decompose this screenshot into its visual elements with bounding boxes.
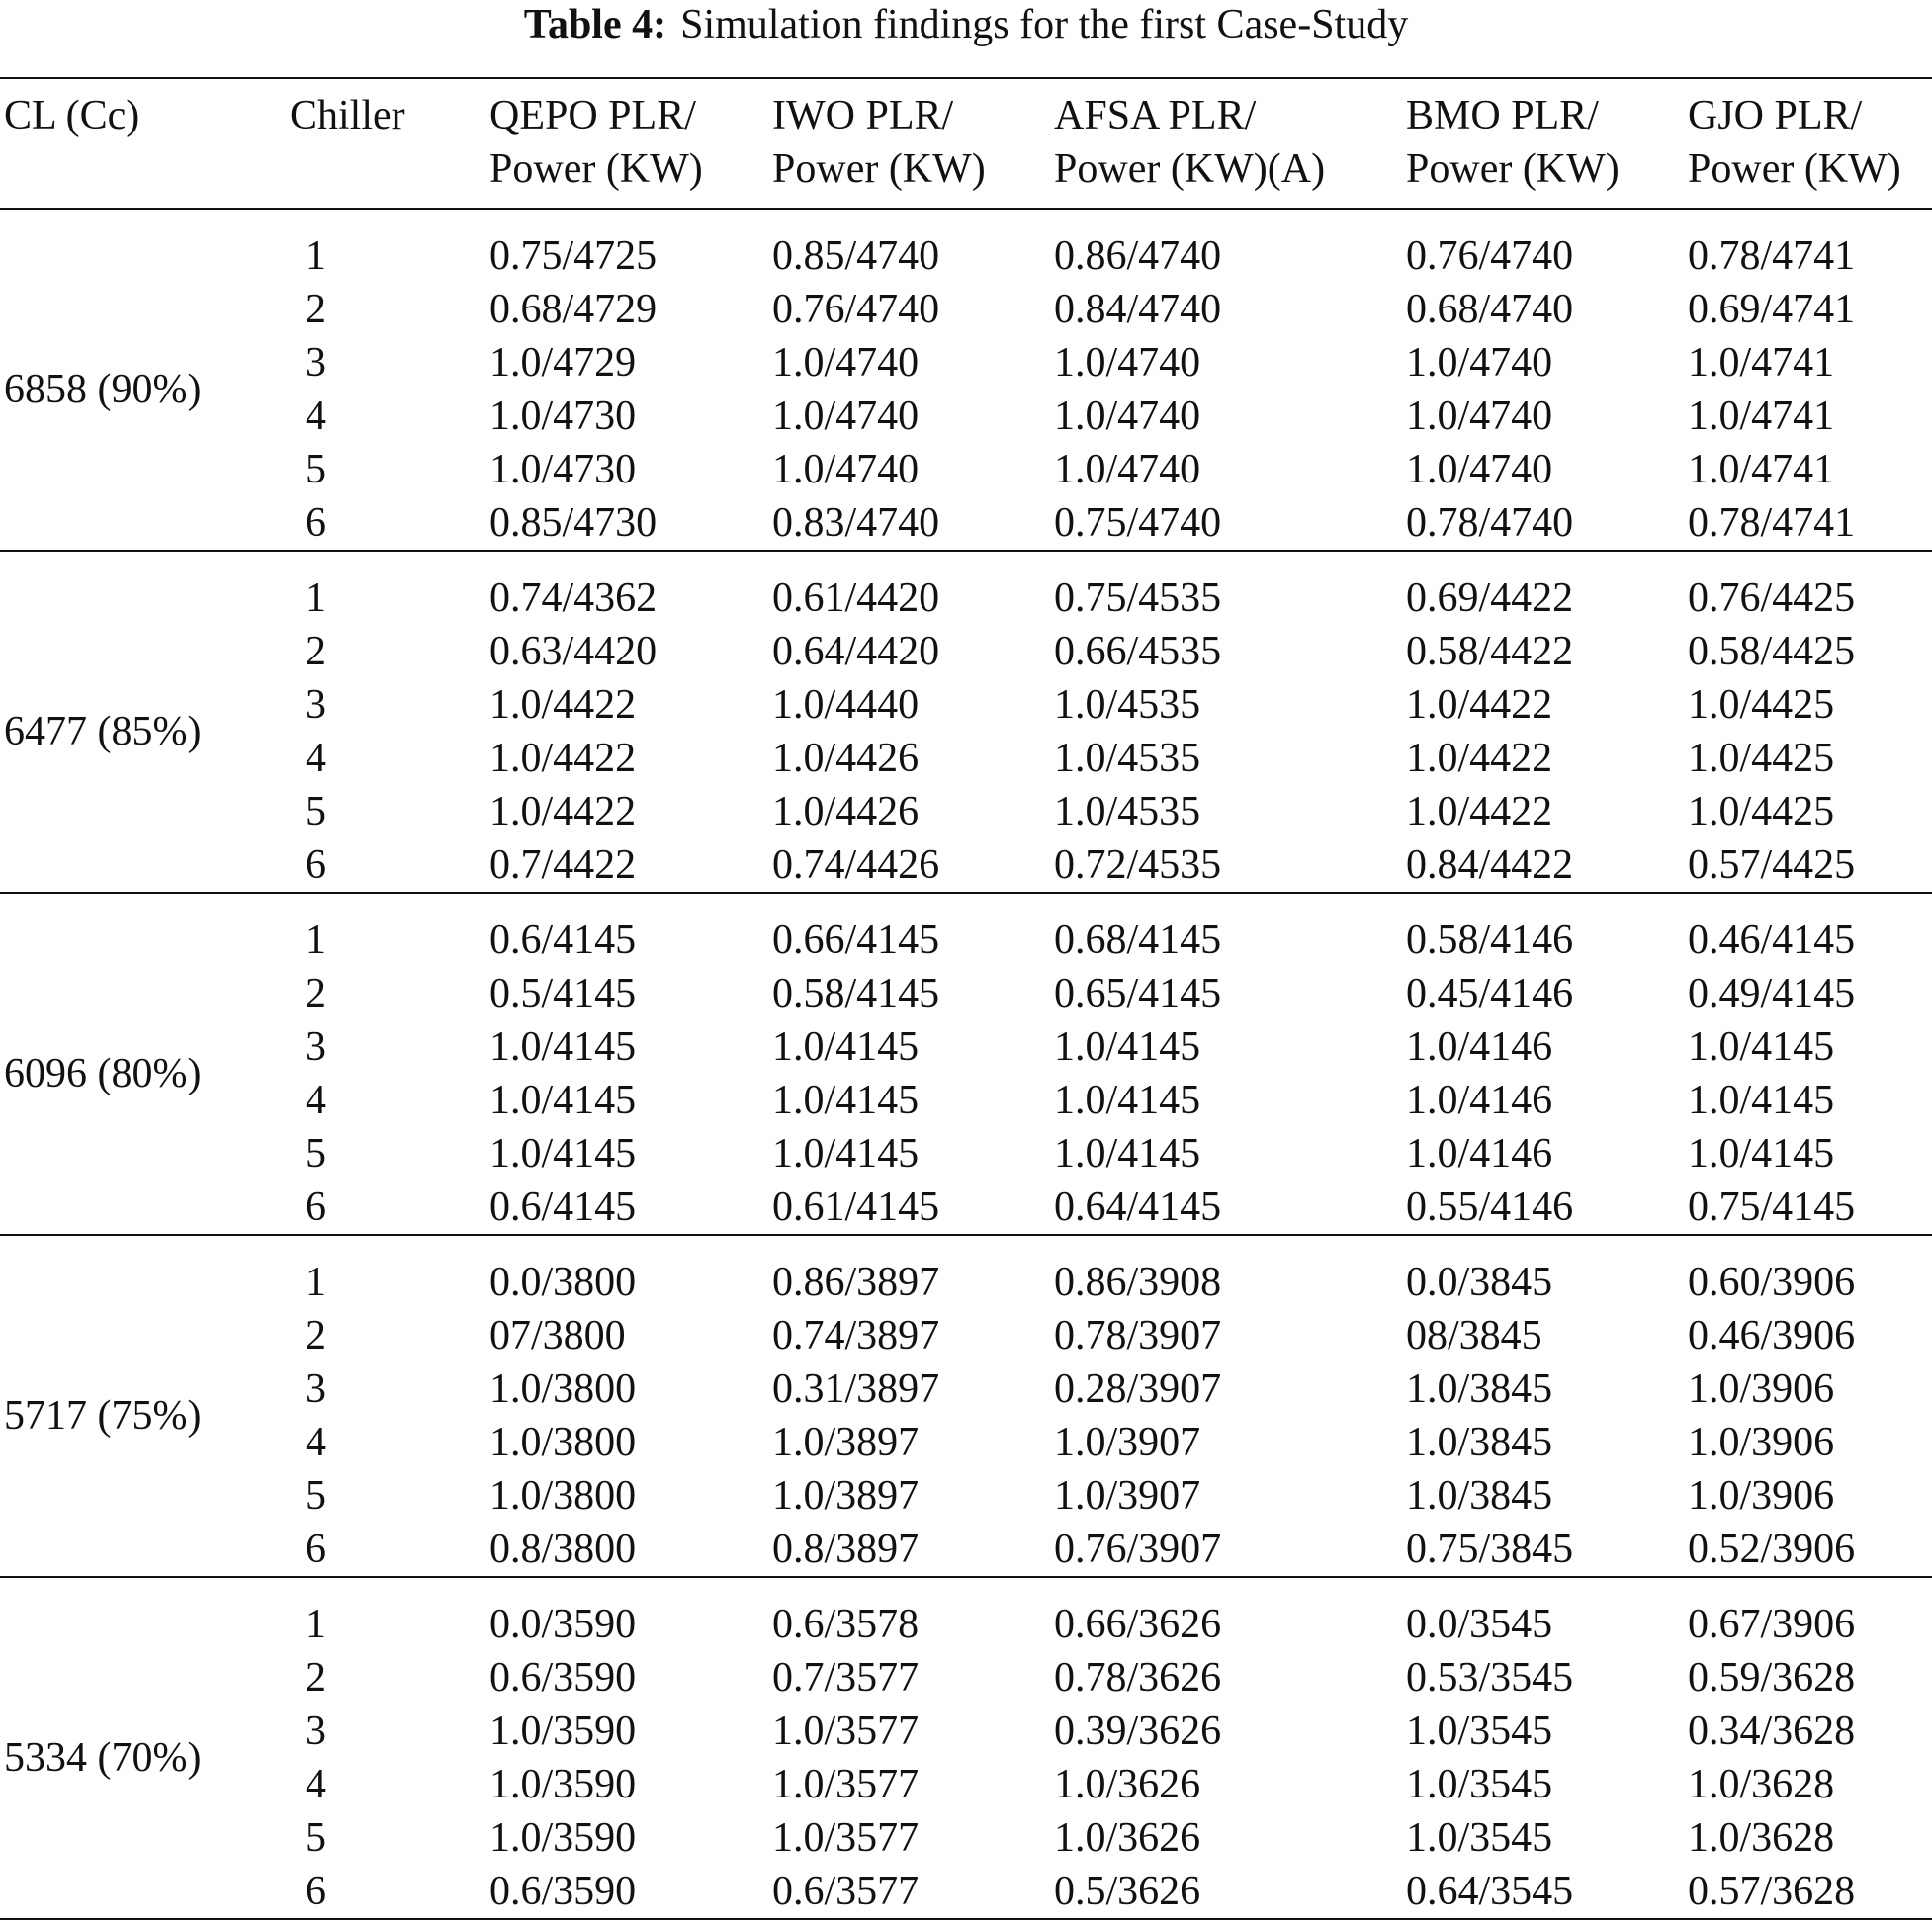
- qepo-value-cell: 0.5/4145: [489, 971, 637, 1016]
- iwo-value-cell: 0.66/4145: [772, 918, 940, 963]
- qepo-value-cell: 0.8/3800: [485, 1523, 768, 1577]
- gjo-value-cell: 1.0/4741: [1688, 340, 1835, 386]
- gjo-value-cell: 1.0/3906: [1688, 1473, 1835, 1519]
- bmo-value-cell: 0.84/4422: [1402, 838, 1684, 893]
- bmo-value-cell: 0.58/4422: [1406, 629, 1574, 674]
- cooling-load-cell: 6858 (90%): [0, 209, 286, 551]
- table-row: [0, 785, 1932, 838]
- afsa-value-cell: 0.75/4740: [1050, 496, 1402, 551]
- iwo-value-cell: 0.31/3897: [772, 1366, 940, 1412]
- gjo-value-cell: 0.52/3906: [1684, 1523, 1932, 1577]
- afsa-value-cell: 1.0/4145: [1054, 1078, 1201, 1123]
- iwo-value-cell: 1.0/3897: [772, 1420, 920, 1465]
- chiller-number-cell: 6: [286, 1865, 485, 1919]
- chiller-number-cell: 6: [286, 1523, 485, 1577]
- table-row: [0, 443, 1932, 496]
- table-row: [0, 1362, 1932, 1416]
- table-row: [0, 1865, 1932, 1919]
- afsa-value-cell: 0.75/4535: [1054, 575, 1222, 621]
- qepo-value-cell: 1.0/4730: [489, 447, 637, 492]
- afsa-value-cell: 1.0/4740: [1054, 394, 1201, 439]
- iwo-value-cell: 1.0/4426: [772, 789, 920, 834]
- table-row: [0, 551, 1932, 625]
- gjo-value-cell: 0.60/3906: [1688, 1260, 1856, 1305]
- table-row: [0, 1811, 1932, 1865]
- gjo-value-cell: 0.78/4741: [1688, 233, 1856, 279]
- caption-label: Table 4:: [523, 2, 667, 47]
- chiller-number-cell: 2: [306, 1655, 326, 1701]
- qepo-value-cell: 07/3800: [489, 1313, 626, 1358]
- chiller-number-cell: 4: [306, 1420, 326, 1465]
- qepo-value-cell: 1.0/4729: [489, 340, 637, 386]
- qepo-value-cell: 1.0/4422: [489, 789, 637, 834]
- gjo-value-cell: 0.75/4145: [1684, 1181, 1932, 1235]
- iwo-value-cell: 1.0/4740: [772, 447, 920, 492]
- bmo-value-cell: 0.55/4146: [1402, 1181, 1684, 1235]
- bmo-value-cell: 0.0/3845: [1406, 1260, 1553, 1305]
- afsa-value-cell: 0.65/4145: [1054, 971, 1222, 1016]
- gjo-value-cell: 0.58/4425: [1688, 629, 1856, 674]
- table-row: [0, 838, 1932, 893]
- iwo-value-cell: 0.83/4740: [768, 496, 1050, 551]
- qepo-value-cell: 1.0/3800: [489, 1420, 637, 1465]
- iwo-value-cell: 1.0/3897: [772, 1473, 920, 1519]
- iwo-value-cell: 0.86/3897: [772, 1260, 940, 1305]
- table-row: [0, 1469, 1932, 1523]
- chiller-number-cell: 3: [306, 1709, 326, 1754]
- table-row: [0, 209, 1932, 283]
- header-row: [0, 78, 1932, 209]
- bmo-value-cell: 1.0/4740: [1406, 447, 1553, 492]
- table-row: [0, 283, 1932, 336]
- gjo-value-cell: 1.0/4145: [1688, 1024, 1835, 1070]
- afsa-value-cell: 1.0/4145: [1054, 1024, 1201, 1070]
- afsa-value-cell: 1.0/4740: [1054, 340, 1201, 386]
- gjo-value-cell: 0.49/4145: [1688, 971, 1856, 1016]
- table-row: [0, 1020, 1932, 1074]
- gjo-value-cell: 0.57/4425: [1684, 838, 1932, 893]
- gjo-value-cell: 1.0/3628: [1688, 1762, 1835, 1807]
- gjo-value-cell: 1.0/4741: [1688, 394, 1835, 439]
- chiller-number-cell: 2: [306, 971, 326, 1016]
- gjo-value-cell: 1.0/4741: [1688, 447, 1835, 492]
- iwo-value-cell: 1.0/4740: [772, 394, 920, 439]
- chiller-number-cell: 4: [306, 394, 326, 439]
- table-row: [0, 1235, 1932, 1309]
- bmo-value-cell: 1.0/3545: [1406, 1762, 1553, 1807]
- qepo-value-cell: 0.6/3590: [489, 1655, 637, 1701]
- load-group: [0, 1235, 1932, 1577]
- qepo-value-cell: 1.0/3800: [489, 1473, 637, 1519]
- chiller-number-cell: 5: [306, 1473, 326, 1519]
- results-table: [0, 77, 1932, 1920]
- cooling-load-cell: 6477 (85%): [0, 551, 286, 893]
- iwo-value-cell: 0.58/4145: [772, 971, 940, 1016]
- bmo-value-cell: 1.0/4146: [1406, 1078, 1553, 1123]
- chiller-number-cell: 1: [306, 1260, 326, 1305]
- gjo-value-cell: 1.0/4425: [1688, 789, 1835, 834]
- chiller-number-cell: 3: [306, 682, 326, 728]
- load-group: [0, 209, 1932, 551]
- load-group: [0, 551, 1932, 893]
- chiller-number-cell: 6: [286, 838, 485, 893]
- table-row: [0, 1181, 1932, 1235]
- gjo-value-cell: 0.69/4741: [1688, 287, 1856, 332]
- gjo-value-cell: 0.34/3628: [1688, 1709, 1856, 1754]
- afsa-value-cell: 0.39/3626: [1054, 1709, 1222, 1754]
- chiller-number-cell: 6: [286, 1181, 485, 1235]
- qepo-value-cell: 0.63/4420: [489, 629, 658, 674]
- bmo-value-cell: 0.75/3845: [1402, 1523, 1684, 1577]
- header-qepo: QEPO PLR/ Power (KW): [485, 78, 768, 209]
- afsa-value-cell: 0.5/3626: [1050, 1865, 1402, 1919]
- table-row: [0, 967, 1932, 1020]
- gjo-value-cell: 1.0/4425: [1688, 682, 1835, 728]
- iwo-value-cell: 0.85/4740: [772, 233, 940, 279]
- table-row: [0, 1127, 1932, 1181]
- load-group: [0, 1577, 1932, 1919]
- table-row: [0, 893, 1932, 967]
- gjo-value-cell: 1.0/3906: [1688, 1420, 1835, 1465]
- iwo-value-cell: 1.0/4145: [772, 1078, 920, 1123]
- caption-text: Simulation findings for the first Case-Study: [680, 2, 1409, 47]
- chiller-number-cell: 5: [306, 789, 326, 834]
- table-row: [0, 678, 1932, 732]
- afsa-value-cell: 1.0/4535: [1054, 682, 1201, 728]
- iwo-value-cell: 1.0/4426: [772, 736, 920, 781]
- bmo-value-cell: 1.0/4422: [1406, 736, 1553, 781]
- cooling-load-cell: 6096 (80%): [0, 893, 286, 1235]
- table-row: [0, 336, 1932, 390]
- chiller-number-cell: 1: [306, 575, 326, 621]
- gjo-value-cell: 0.46/3906: [1688, 1313, 1856, 1358]
- afsa-value-cell: 0.78/3626: [1054, 1655, 1222, 1701]
- bmo-value-cell: 08/3845: [1406, 1313, 1542, 1358]
- qepo-value-cell: 1.0/4730: [489, 394, 637, 439]
- gjo-value-cell: 0.78/4741: [1684, 496, 1932, 551]
- afsa-value-cell: 0.64/4145: [1050, 1181, 1402, 1235]
- bmo-value-cell: 0.69/4422: [1406, 575, 1574, 621]
- afsa-value-cell: 0.66/4535: [1054, 629, 1222, 674]
- afsa-value-cell: 0.68/4145: [1054, 918, 1222, 963]
- bmo-value-cell: 0.58/4146: [1406, 918, 1574, 963]
- iwo-value-cell: 0.74/4426: [768, 838, 1050, 893]
- afsa-value-cell: 1.0/4535: [1054, 736, 1201, 781]
- chiller-number-cell: 5: [306, 1131, 326, 1177]
- iwo-value-cell: 1.0/4145: [772, 1024, 920, 1070]
- bmo-value-cell: 0.64/3545: [1402, 1865, 1684, 1919]
- table-row: [0, 732, 1932, 785]
- qepo-value-cell: 0.0/3590: [489, 1602, 637, 1647]
- qepo-value-cell: 1.0/3590: [489, 1815, 637, 1861]
- bmo-value-cell: 0.68/4740: [1406, 287, 1574, 332]
- qepo-value-cell: 0.0/3800: [489, 1260, 637, 1305]
- bmo-value-cell: 1.0/3845: [1406, 1420, 1553, 1465]
- load-group: [0, 893, 1932, 1235]
- bmo-value-cell: 0.0/3545: [1406, 1602, 1553, 1647]
- chiller-number-cell: 2: [306, 1313, 326, 1358]
- iwo-value-cell: 0.61/4145: [768, 1181, 1050, 1235]
- afsa-value-cell: 0.76/3907: [1050, 1523, 1402, 1577]
- chiller-number-cell: 5: [306, 1815, 326, 1861]
- chiller-number-cell: 1: [306, 1602, 326, 1647]
- chiller-number-cell: 2: [306, 629, 326, 674]
- afsa-value-cell: 1.0/3626: [1054, 1762, 1201, 1807]
- afsa-value-cell: 1.0/3626: [1054, 1815, 1201, 1861]
- table-row: [0, 1651, 1932, 1705]
- chiller-number-cell: 6: [286, 496, 485, 551]
- table-row: [0, 1523, 1932, 1577]
- chiller-number-cell: 3: [306, 1024, 326, 1070]
- header-cooling-load: CL (Cc): [0, 78, 286, 209]
- iwo-value-cell: 1.0/3577: [772, 1815, 920, 1861]
- iwo-value-cell: 0.76/4740: [772, 287, 940, 332]
- bmo-value-cell: 1.0/4740: [1406, 394, 1553, 439]
- gjo-value-cell: 0.76/4425: [1688, 575, 1856, 621]
- bmo-value-cell: 1.0/4740: [1406, 340, 1553, 386]
- iwo-value-cell: 0.6/3577: [768, 1865, 1050, 1919]
- qepo-value-cell: 1.0/4422: [489, 682, 637, 728]
- table-row: [0, 1074, 1932, 1127]
- qepo-value-cell: 1.0/4145: [489, 1078, 637, 1123]
- iwo-value-cell: 0.74/3897: [772, 1313, 940, 1358]
- iwo-value-cell: 1.0/3577: [772, 1762, 920, 1807]
- cooling-load-cell: 5717 (75%): [0, 1235, 286, 1577]
- bmo-value-cell: 1.0/3845: [1406, 1366, 1553, 1412]
- afsa-value-cell: 1.0/4535: [1054, 789, 1201, 834]
- gjo-value-cell: 0.57/3628: [1684, 1865, 1932, 1919]
- bmo-value-cell: 1.0/3545: [1406, 1709, 1553, 1754]
- bmo-value-cell: 0.76/4740: [1406, 233, 1574, 279]
- qepo-value-cell: 0.74/4362: [489, 575, 658, 621]
- iwo-value-cell: 1.0/4440: [772, 682, 920, 728]
- qepo-value-cell: 1.0/3800: [489, 1366, 637, 1412]
- qepo-value-cell: 0.6/3590: [485, 1865, 768, 1919]
- header-bmo: BMO PLR/ Power (KW): [1402, 78, 1684, 209]
- qepo-value-cell: 0.85/4730: [485, 496, 768, 551]
- afsa-value-cell: 1.0/4740: [1054, 447, 1201, 492]
- gjo-value-cell: 1.0/4145: [1688, 1131, 1835, 1177]
- bmo-value-cell: 0.45/4146: [1406, 971, 1574, 1016]
- qepo-value-cell: 1.0/4145: [489, 1024, 637, 1070]
- chiller-number-cell: 4: [306, 736, 326, 781]
- afsa-value-cell: 0.28/3907: [1054, 1366, 1222, 1412]
- chiller-number-cell: 3: [306, 1366, 326, 1412]
- table-row: [0, 625, 1932, 678]
- table-row: [0, 1705, 1932, 1758]
- chiller-number-cell: 5: [306, 447, 326, 492]
- table-caption: [0, 0, 1932, 53]
- bmo-value-cell: 1.0/4146: [1406, 1024, 1553, 1070]
- table-row: [0, 1416, 1932, 1469]
- gjo-value-cell: 1.0/4425: [1688, 736, 1835, 781]
- bmo-value-cell: 1.0/3545: [1406, 1815, 1553, 1861]
- header-chiller: Chiller: [286, 78, 485, 209]
- table-row: [0, 1577, 1932, 1651]
- iwo-value-cell: 0.61/4420: [772, 575, 940, 621]
- cooling-load-cell: 5334 (70%): [0, 1577, 286, 1919]
- qepo-value-cell: 0.6/4145: [489, 918, 637, 963]
- afsa-value-cell: 0.72/4535: [1050, 838, 1402, 893]
- qepo-value-cell: 0.6/4145: [485, 1181, 768, 1235]
- qepo-value-cell: 1.0/3590: [489, 1709, 637, 1754]
- bmo-value-cell: 0.78/4740: [1402, 496, 1684, 551]
- chiller-number-cell: 1: [306, 233, 326, 279]
- chiller-number-cell: 1: [306, 918, 326, 963]
- chiller-number-cell: 2: [306, 287, 326, 332]
- afsa-value-cell: 0.78/3907: [1054, 1313, 1222, 1358]
- afsa-value-cell: 1.0/3907: [1054, 1420, 1201, 1465]
- qepo-value-cell: 0.75/4725: [489, 233, 658, 279]
- bmo-value-cell: 1.0/4422: [1406, 682, 1553, 728]
- table-row: [0, 1309, 1932, 1362]
- afsa-value-cell: 0.86/3908: [1054, 1260, 1222, 1305]
- iwo-value-cell: 0.8/3897: [768, 1523, 1050, 1577]
- chiller-number-cell: 4: [306, 1762, 326, 1807]
- qepo-value-cell: 0.68/4729: [489, 287, 658, 332]
- gjo-value-cell: 1.0/4145: [1688, 1078, 1835, 1123]
- afsa-value-cell: 0.84/4740: [1054, 287, 1222, 332]
- iwo-value-cell: 0.64/4420: [772, 629, 940, 674]
- qepo-value-cell: 1.0/4145: [489, 1131, 637, 1177]
- afsa-value-cell: 1.0/4145: [1054, 1131, 1201, 1177]
- iwo-value-cell: 1.0/4740: [772, 340, 920, 386]
- chiller-number-cell: 3: [306, 340, 326, 386]
- gjo-value-cell: 1.0/3906: [1688, 1366, 1835, 1412]
- afsa-value-cell: 0.86/4740: [1054, 233, 1222, 279]
- gjo-value-cell: 0.67/3906: [1688, 1602, 1856, 1647]
- iwo-value-cell: 0.7/3577: [772, 1655, 920, 1701]
- iwo-value-cell: 1.0/4145: [772, 1131, 920, 1177]
- header-afsa: AFSA PLR/ Power (KW)(A): [1050, 78, 1402, 209]
- qepo-value-cell: 1.0/4422: [489, 736, 637, 781]
- table-row: [0, 496, 1932, 551]
- qepo-value-cell: 0.7/4422: [485, 838, 768, 893]
- bmo-value-cell: 1.0/4146: [1406, 1131, 1553, 1177]
- iwo-value-cell: 0.6/3578: [772, 1602, 920, 1647]
- bmo-value-cell: 1.0/3845: [1406, 1473, 1553, 1519]
- bmo-value-cell: 1.0/4422: [1406, 789, 1553, 834]
- afsa-value-cell: 1.0/3907: [1054, 1473, 1201, 1519]
- afsa-value-cell: 0.66/3626: [1054, 1602, 1222, 1647]
- gjo-value-cell: 0.59/3628: [1688, 1655, 1856, 1701]
- bmo-value-cell: 0.53/3545: [1406, 1655, 1574, 1701]
- header-gjo: GJO PLR/ Power (KW): [1684, 78, 1932, 209]
- qepo-value-cell: 1.0/3590: [489, 1762, 637, 1807]
- chiller-number-cell: 4: [306, 1078, 326, 1123]
- iwo-value-cell: 1.0/3577: [772, 1709, 920, 1754]
- table-row: [0, 1758, 1932, 1811]
- table-row: [0, 390, 1932, 443]
- gjo-value-cell: 0.46/4145: [1688, 918, 1856, 963]
- header-iwo: IWO PLR/ Power (KW): [768, 78, 1050, 209]
- gjo-value-cell: 1.0/3628: [1688, 1815, 1835, 1861]
